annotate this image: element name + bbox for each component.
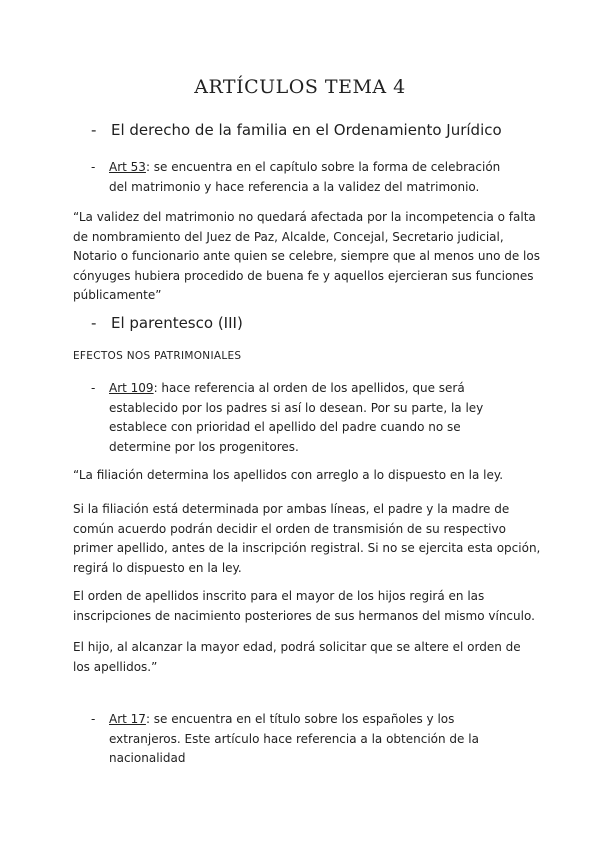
- dash-marker: -: [91, 381, 96, 395]
- quote-art-109-p3: El orden de apellidos inscrito para el mayor de los hijos regirá en las inscripciones de nacimiento posteriores de sus hermanos del mismo vínculo.: [73, 589, 535, 623]
- bullet-art-53: [91, 158, 521, 197]
- bullet-body: [109, 158, 521, 197]
- dash-marker: -: [91, 314, 97, 332]
- article-reference: Art 109: [109, 381, 154, 395]
- heading-text: El derecho de la familia en el Ordenamiento Jurídico: [111, 121, 502, 139]
- quote-art-109-p4: El hijo, al alcanzar la mayor edad, podrá solicitar que se altere el orden de los apellidos.”: [73, 640, 521, 674]
- section-label: EFECTOS NOS PATRIMONIALES: [73, 350, 242, 362]
- bullet-body: [109, 710, 521, 769]
- article-reference: Art 17: [109, 712, 146, 726]
- quote-art-109-p2: Si la filiación está determinada por ambas líneas, el padre y la madre de común acuerdo podrán decidir el orden de transmisión de su respectivo primer apellido, antes de la inscripción registral. Si no se ejercita esta opción, regirá lo dispuesto en la ley.: [73, 502, 541, 575]
- dash-marker: -: [91, 712, 96, 726]
- quote-art-109-p1: “La filiación determina los apellidos con arreglo a lo dispuesto en la ley.: [73, 468, 504, 482]
- dash-marker: -: [91, 160, 96, 174]
- bullet-art-109: [91, 379, 521, 457]
- bullet-art-17: [91, 710, 521, 769]
- bullet-body: [109, 379, 521, 457]
- heading-text: El parentesco (III): [111, 314, 243, 332]
- bullet-text: : hace referencia al orden de los apellidos, que será establecido por los padres si así lo desean. Por su parte, la ley establece con prioridad el apellido del padre cuando no se determine por los progenitores.: [109, 381, 484, 454]
- bullet-text: : se encuentra en el capítulo sobre la forma de celebración del matrimonio y hace referencia a la validez del matrimonio.: [109, 160, 501, 194]
- bullet-text: : se encuentra en el título sobre los españoles y los extranjeros. Este artículo hace referencia a la obtención de la nacionalidad: [109, 712, 479, 765]
- quote-art-53: “La validez del matrimonio no quedará afectada por la incompetencia o falta de nombramiento del Juez de Paz, Alcalde, Concejal, Secretario judicial, Notario o funcionario ante quien se celebre, siempre que al menos uno de los cónyuges hubiera procedido de buena fe y aquellos ejercieran sus funciones públicamente”: [73, 210, 540, 302]
- article-reference: Art 53: [109, 160, 146, 174]
- dash-marker: -: [91, 121, 97, 139]
- page-title: ARTÍCULOS TEMA 4: [194, 76, 406, 98]
